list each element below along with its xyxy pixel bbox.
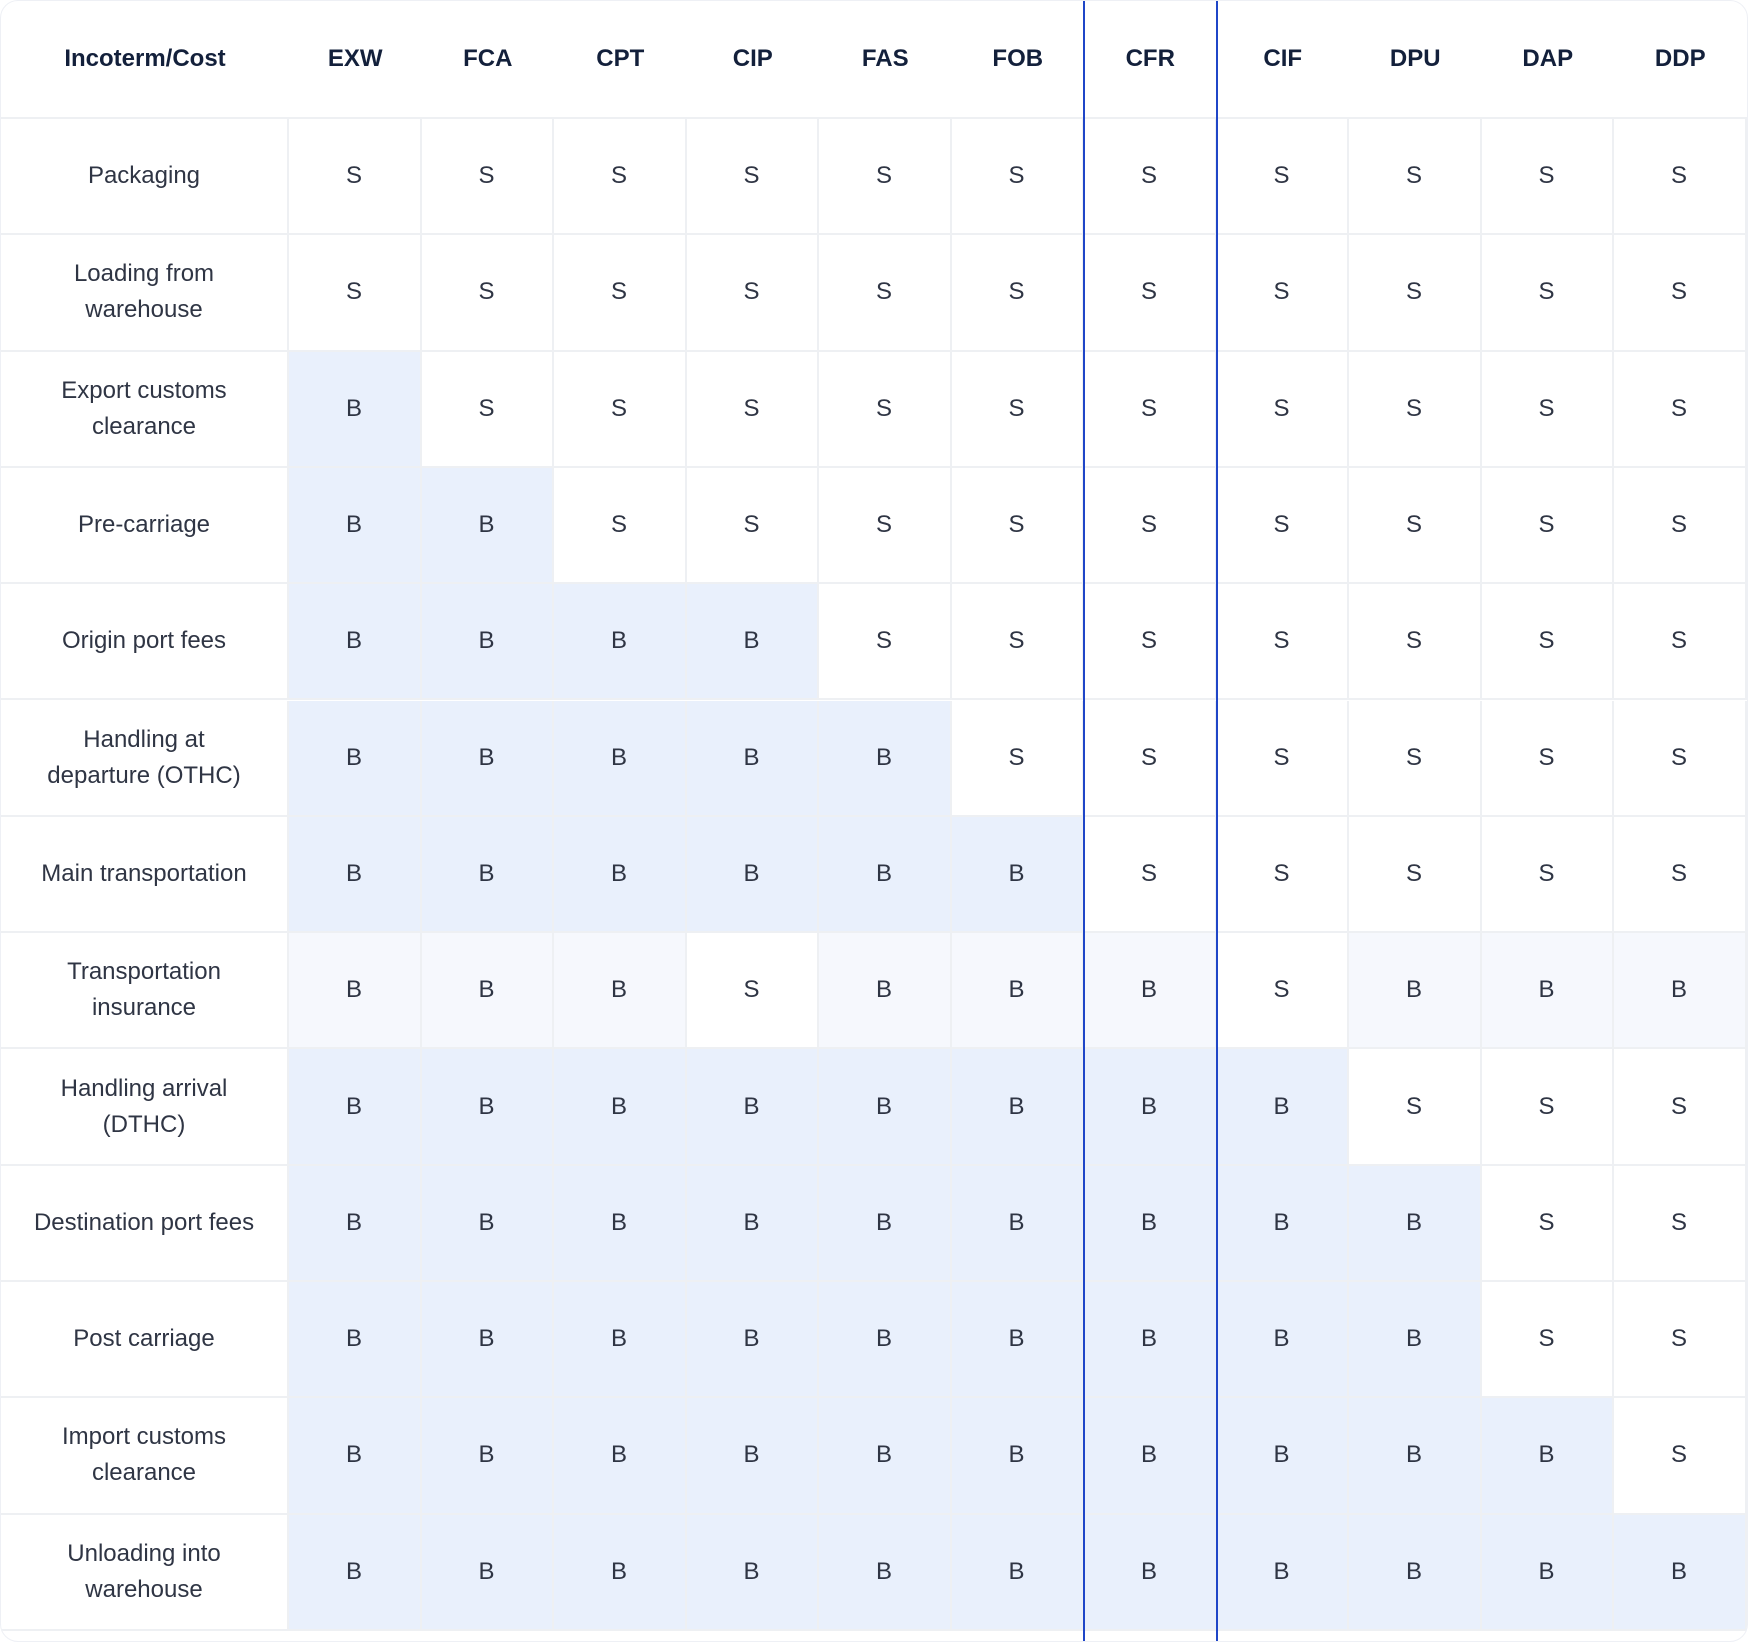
cell-dpu: S — [1349, 701, 1482, 817]
cell-cif: B — [1217, 1049, 1350, 1165]
cell-cpt: B — [554, 1398, 687, 1514]
cell-fas: S — [819, 235, 952, 351]
cell-cif: S — [1217, 468, 1350, 584]
cell-dpu: B — [1349, 1166, 1482, 1282]
cell-cpt: B — [554, 1166, 687, 1282]
cell-dpu: S — [1349, 235, 1482, 351]
cell-ddp: S — [1614, 584, 1747, 700]
cell-fca: S — [422, 235, 555, 351]
cell-fca: B — [422, 1049, 555, 1165]
cell-dpu: S — [1349, 817, 1482, 933]
cfr-left-divider — [1083, 1, 1085, 1641]
cell-cip: B — [687, 817, 820, 933]
cell-dpu: S — [1349, 584, 1482, 700]
cell-dpu: S — [1349, 119, 1482, 235]
cell-fca: B — [422, 468, 555, 584]
cell-ddp: B — [1614, 933, 1747, 1049]
cell-cpt: B — [554, 817, 687, 933]
cell-fas: S — [819, 352, 952, 468]
cell-ddp: S — [1614, 1398, 1747, 1514]
incoterms-cost-table — [1, 1, 1747, 1641]
cell-fas: B — [819, 1515, 952, 1631]
cell-dap: S — [1482, 468, 1615, 584]
cell-fca: S — [422, 119, 555, 235]
cell-cif: S — [1217, 933, 1350, 1049]
cell-exw: S — [289, 235, 422, 351]
cell-ddp: S — [1614, 1049, 1747, 1165]
cell-fca: B — [422, 1398, 555, 1514]
cell-fob: S — [952, 701, 1085, 817]
cell-cif: B — [1217, 1398, 1350, 1514]
column-header-cpt: CPT — [554, 1, 687, 119]
cell-dap: S — [1482, 119, 1615, 235]
cell-cfr: S — [1084, 468, 1217, 584]
cell-ddp: S — [1614, 468, 1747, 584]
row-label: Post carriage — [1, 1282, 289, 1398]
cell-cpt: B — [554, 933, 687, 1049]
row-label: Destination port fees — [1, 1166, 289, 1282]
cell-fca: B — [422, 817, 555, 933]
cell-cpt: B — [554, 1282, 687, 1398]
row-label: Main transportation — [1, 817, 289, 933]
row-label: Handling at departure (OTHC) — [1, 701, 289, 817]
cell-cip: B — [687, 1398, 820, 1514]
cell-cpt: S — [554, 235, 687, 351]
cell-exw: B — [289, 584, 422, 700]
cell-fas: B — [819, 1049, 952, 1165]
row-label: Unloading into warehouse — [1, 1515, 289, 1631]
cell-cif: B — [1217, 1166, 1350, 1282]
cell-dap: S — [1482, 701, 1615, 817]
cell-ddp: S — [1614, 352, 1747, 468]
cell-fas: B — [819, 817, 952, 933]
cell-fca: B — [422, 584, 555, 700]
cell-cif: B — [1217, 1515, 1350, 1631]
cell-cip: B — [687, 1166, 820, 1282]
row-label: Pre-carriage — [1, 468, 289, 584]
cell-exw: B — [289, 1515, 422, 1631]
cell-dap: S — [1482, 817, 1615, 933]
cell-cif: S — [1217, 235, 1350, 351]
cell-dpu: B — [1349, 933, 1482, 1049]
cell-cfr: S — [1084, 352, 1217, 468]
cell-cfr: S — [1084, 584, 1217, 700]
cell-fob: S — [952, 119, 1085, 235]
cell-exw: B — [289, 701, 422, 817]
cell-cfr: B — [1084, 1515, 1217, 1631]
cell-exw: B — [289, 468, 422, 584]
cell-exw: B — [289, 1166, 422, 1282]
cell-fob: S — [952, 584, 1085, 700]
cell-dpu: B — [1349, 1515, 1482, 1631]
cell-fob: S — [952, 468, 1085, 584]
cell-fca: B — [422, 1515, 555, 1631]
column-header-cif: CIF — [1217, 1, 1350, 119]
row-label: Transportation insurance — [1, 933, 289, 1049]
cell-exw: B — [289, 1282, 422, 1398]
cell-fob: B — [952, 1166, 1085, 1282]
cell-cip: B — [687, 1515, 820, 1631]
cell-fas: B — [819, 701, 952, 817]
cell-cfr: B — [1084, 1282, 1217, 1398]
cell-fas: S — [819, 584, 952, 700]
cell-fas: S — [819, 468, 952, 584]
cell-cip: S — [687, 235, 820, 351]
cell-fca: S — [422, 352, 555, 468]
cell-fas: B — [819, 1166, 952, 1282]
cell-exw: B — [289, 933, 422, 1049]
column-header-fas: FAS — [819, 1, 952, 119]
cell-cip: B — [687, 701, 820, 817]
cell-cip: S — [687, 468, 820, 584]
column-header-fob: FOB — [952, 1, 1085, 119]
cell-fob: B — [952, 1515, 1085, 1631]
cell-cif: S — [1217, 352, 1350, 468]
cell-ddp: S — [1614, 817, 1747, 933]
cell-cip: B — [687, 1049, 820, 1165]
row-label: Packaging — [1, 119, 289, 235]
cfr-right-divider — [1216, 1, 1218, 1641]
cell-dpu: B — [1349, 1398, 1482, 1514]
cell-dap: S — [1482, 1166, 1615, 1282]
cell-fob: B — [952, 1282, 1085, 1398]
cell-cip: S — [687, 933, 820, 1049]
cell-cpt: B — [554, 1515, 687, 1631]
column-header-cfr: CFR — [1084, 1, 1217, 119]
cell-dap: S — [1482, 235, 1615, 351]
cell-dap: S — [1482, 584, 1615, 700]
cell-fas: B — [819, 1398, 952, 1514]
cell-fca: B — [422, 1166, 555, 1282]
cell-fob: S — [952, 235, 1085, 351]
cell-dpu: B — [1349, 1282, 1482, 1398]
column-header-ddp: DDP — [1614, 1, 1747, 119]
cell-ddp: B — [1614, 1515, 1747, 1631]
cell-fob: B — [952, 817, 1085, 933]
column-header-exw: EXW — [289, 1, 422, 119]
cell-cip: S — [687, 119, 820, 235]
cell-dap: B — [1482, 933, 1615, 1049]
cell-fob: S — [952, 352, 1085, 468]
cell-cfr: B — [1084, 1049, 1217, 1165]
cell-ddp: S — [1614, 119, 1747, 235]
cell-dap: B — [1482, 1515, 1615, 1631]
cell-cpt: S — [554, 468, 687, 584]
cell-dpu: S — [1349, 468, 1482, 584]
cell-cfr: B — [1084, 933, 1217, 1049]
cell-fas: B — [819, 1282, 952, 1398]
cell-dap: S — [1482, 1282, 1615, 1398]
cell-cpt: S — [554, 119, 687, 235]
cell-cpt: B — [554, 701, 687, 817]
cell-ddp: S — [1614, 235, 1747, 351]
cell-dap: S — [1482, 352, 1615, 468]
cell-exw: S — [289, 119, 422, 235]
cell-fas: S — [819, 119, 952, 235]
cell-cfr: B — [1084, 1166, 1217, 1282]
cell-fob: B — [952, 1049, 1085, 1165]
cell-cip: S — [687, 352, 820, 468]
column-header-dpu: DPU — [1349, 1, 1482, 119]
cell-cfr: B — [1084, 1398, 1217, 1514]
cell-cif: S — [1217, 119, 1350, 235]
row-label: Export customs clearance — [1, 352, 289, 468]
cell-ddp: S — [1614, 1282, 1747, 1398]
row-label: Loading from warehouse — [1, 235, 289, 351]
cell-cpt: S — [554, 352, 687, 468]
cell-fca: B — [422, 1282, 555, 1398]
cell-fca: B — [422, 933, 555, 1049]
cell-cip: B — [687, 584, 820, 700]
cell-cpt: B — [554, 1049, 687, 1165]
cell-dap: B — [1482, 1398, 1615, 1514]
cell-dpu: S — [1349, 352, 1482, 468]
cell-cip: B — [687, 1282, 820, 1398]
cell-exw: B — [289, 1398, 422, 1514]
cell-ddp: S — [1614, 701, 1747, 817]
corner-header: Incoterm/Cost — [1, 1, 289, 119]
column-header-cip: CIP — [687, 1, 820, 119]
cell-dap: S — [1482, 1049, 1615, 1165]
cell-cfr: S — [1084, 817, 1217, 933]
column-header-fca: FCA — [422, 1, 555, 119]
cell-exw: B — [289, 817, 422, 933]
cell-cfr: S — [1084, 119, 1217, 235]
cell-fob: B — [952, 1398, 1085, 1514]
column-header-dap: DAP — [1482, 1, 1615, 119]
cell-fca: B — [422, 701, 555, 817]
cell-exw: B — [289, 352, 422, 468]
cell-dpu: S — [1349, 1049, 1482, 1165]
cell-exw: B — [289, 1049, 422, 1165]
cell-cfr: S — [1084, 235, 1217, 351]
cell-cif: S — [1217, 701, 1350, 817]
row-label: Import customs clearance — [1, 1398, 289, 1514]
cell-cfr: S — [1084, 701, 1217, 817]
cell-cif: S — [1217, 817, 1350, 933]
row-label: Handling arrival (DTHC) — [1, 1049, 289, 1165]
cell-cpt: B — [554, 584, 687, 700]
cell-fas: B — [819, 933, 952, 1049]
row-label: Origin port fees — [1, 584, 289, 700]
cell-cif: S — [1217, 584, 1350, 700]
cell-cif: B — [1217, 1282, 1350, 1398]
cell-ddp: S — [1614, 1166, 1747, 1282]
cell-fob: B — [952, 933, 1085, 1049]
